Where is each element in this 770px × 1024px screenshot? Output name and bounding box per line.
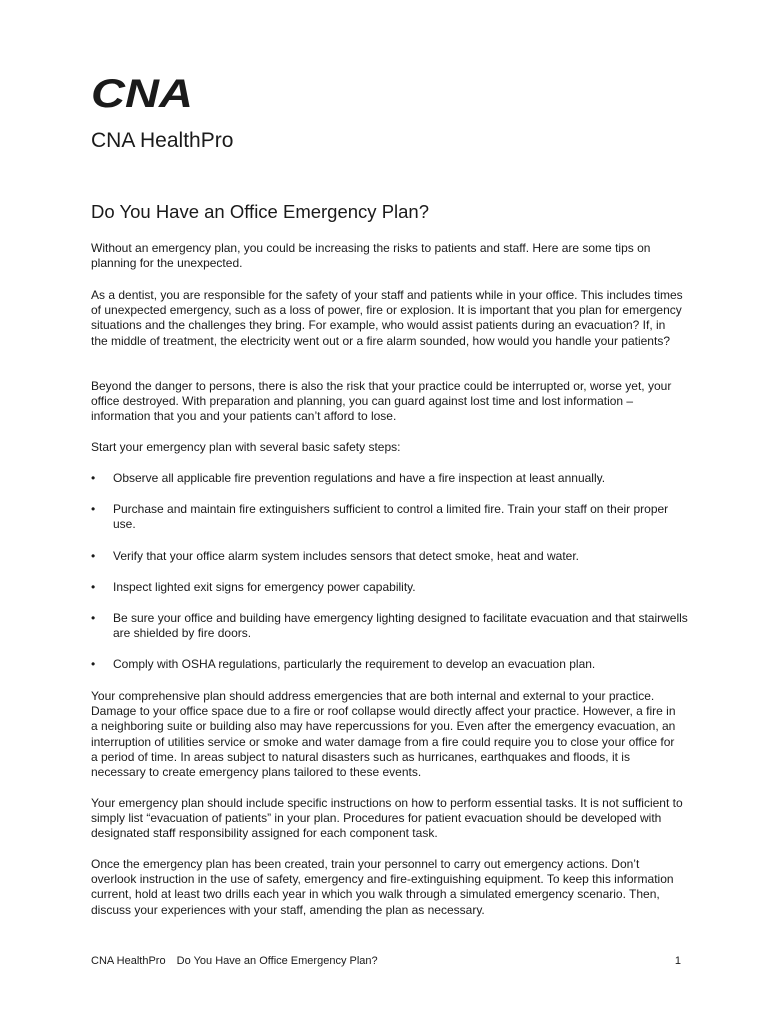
document-title: Do You Have an Office Emergency Plan?	[91, 201, 430, 222]
list-item-text: Comply with OSHA regulations, particularly the requirement to develop an evacuation plan.	[113, 657, 596, 672]
list-item-text: Inspect lighted exit signs for emergency power capability.	[113, 579, 416, 594]
page-number: 1	[674, 955, 681, 967]
intro-paragraph: Without an emergency plan, you could be increasing the risks to patients and staff. Here are some tips on planning for the unexpected.	[91, 241, 651, 271]
list-item	[91, 471, 691, 486]
cna-logo	[91, 76, 195, 110]
list-item	[91, 657, 691, 672]
list-item-text: Purchase and maintain fire extinguishers sufficient to control a limited fire. Train your staff on their proper use.	[113, 502, 669, 532]
list-item	[91, 611, 691, 641]
list-item	[91, 549, 691, 564]
brand-title: CNA HealthPro	[91, 129, 234, 152]
list-item	[91, 580, 691, 595]
paragraph-responsibility: As a dentist, you are responsible for the safety of your staff and patients while in your office. This includes times of unexpected emergency, such as a loss of power, fire or explosion. It is important that you plan for emergency situations and the challenges they bring. For example, who would assist patients during an evacuation? If, in the middle of treatment, the electricity went out or a fire alarm sounded, how would you handle your patients?	[91, 288, 683, 348]
paragraph-training: Once the emergency plan has been created, train your personnel to carry out emergency actions. Don’t overlook instruction in the use of safety, emergency and fire-extinguishing equipment. To keep this information current, hold at least two drills each year in which you walk through a simulated emergency scenario. Then, discuss your experiences with your staff, amending the plan as necessary.	[91, 857, 674, 917]
footer-brand: CNA HealthPro	[91, 955, 166, 967]
footer-title: Do You Have an Office Emergency Plan?	[176, 955, 378, 967]
list-item	[91, 502, 691, 532]
svg-text:CNA: CNA	[91, 76, 193, 110]
bullet-icon: •	[91, 611, 96, 626]
bullet-icon: •	[91, 579, 96, 594]
safety-steps-list	[91, 471, 691, 689]
list-item-text: Be sure your office and building have emergency lighting designed to facilitate evacuation and that stairwells are shielded by fire doors.	[113, 611, 688, 641]
bullet-icon: •	[91, 548, 96, 563]
paragraph-danger: Beyond the danger to persons, there is also the risk that your practice could be interrupted or, worse yet, your office destroyed. With preparation and planning, you can guard against lost time and lost information – information that you and your patients can’t afford to lose.	[91, 379, 672, 424]
bullet-icon: •	[91, 502, 96, 517]
list-item-text: Verify that your office alarm system includes sensors that detect smoke, heat and water.	[113, 548, 580, 563]
paragraph-start-plan: Start your emergency plan with several basic safety steps:	[91, 440, 401, 454]
page-footer	[91, 955, 681, 967]
bullet-icon: •	[91, 657, 96, 672]
bullet-icon: •	[91, 471, 96, 485]
paragraph-instructions: Your emergency plan should include specific instructions on how to perform essential tasks. It is not sufficient to simply list “evacuation of patients” in your plan. Procedures for patient evacuation should be developed with designated staff responsibility assigned for each component task.	[91, 796, 683, 841]
list-item-text: Observe all applicable fire prevention regulations and have a fire inspection at least annually.	[113, 471, 606, 485]
paragraph-comprehensive-plan: Your comprehensive plan should address emergencies that are both internal and external to your practice. Damage to your office space due to a fire or roof collapse would directly affect your practice. However, a fire in a neighboring suite or building also may have repercussions for you. Even after the emergency evacuation, an interruption of utilities service or smoke and water damage from a fire could require you to close your office for a period of time. In areas subject to natural disasters such as hurricanes, earthquakes and floods, it is necessary to create emergency plans tailored to these events.	[91, 689, 676, 780]
